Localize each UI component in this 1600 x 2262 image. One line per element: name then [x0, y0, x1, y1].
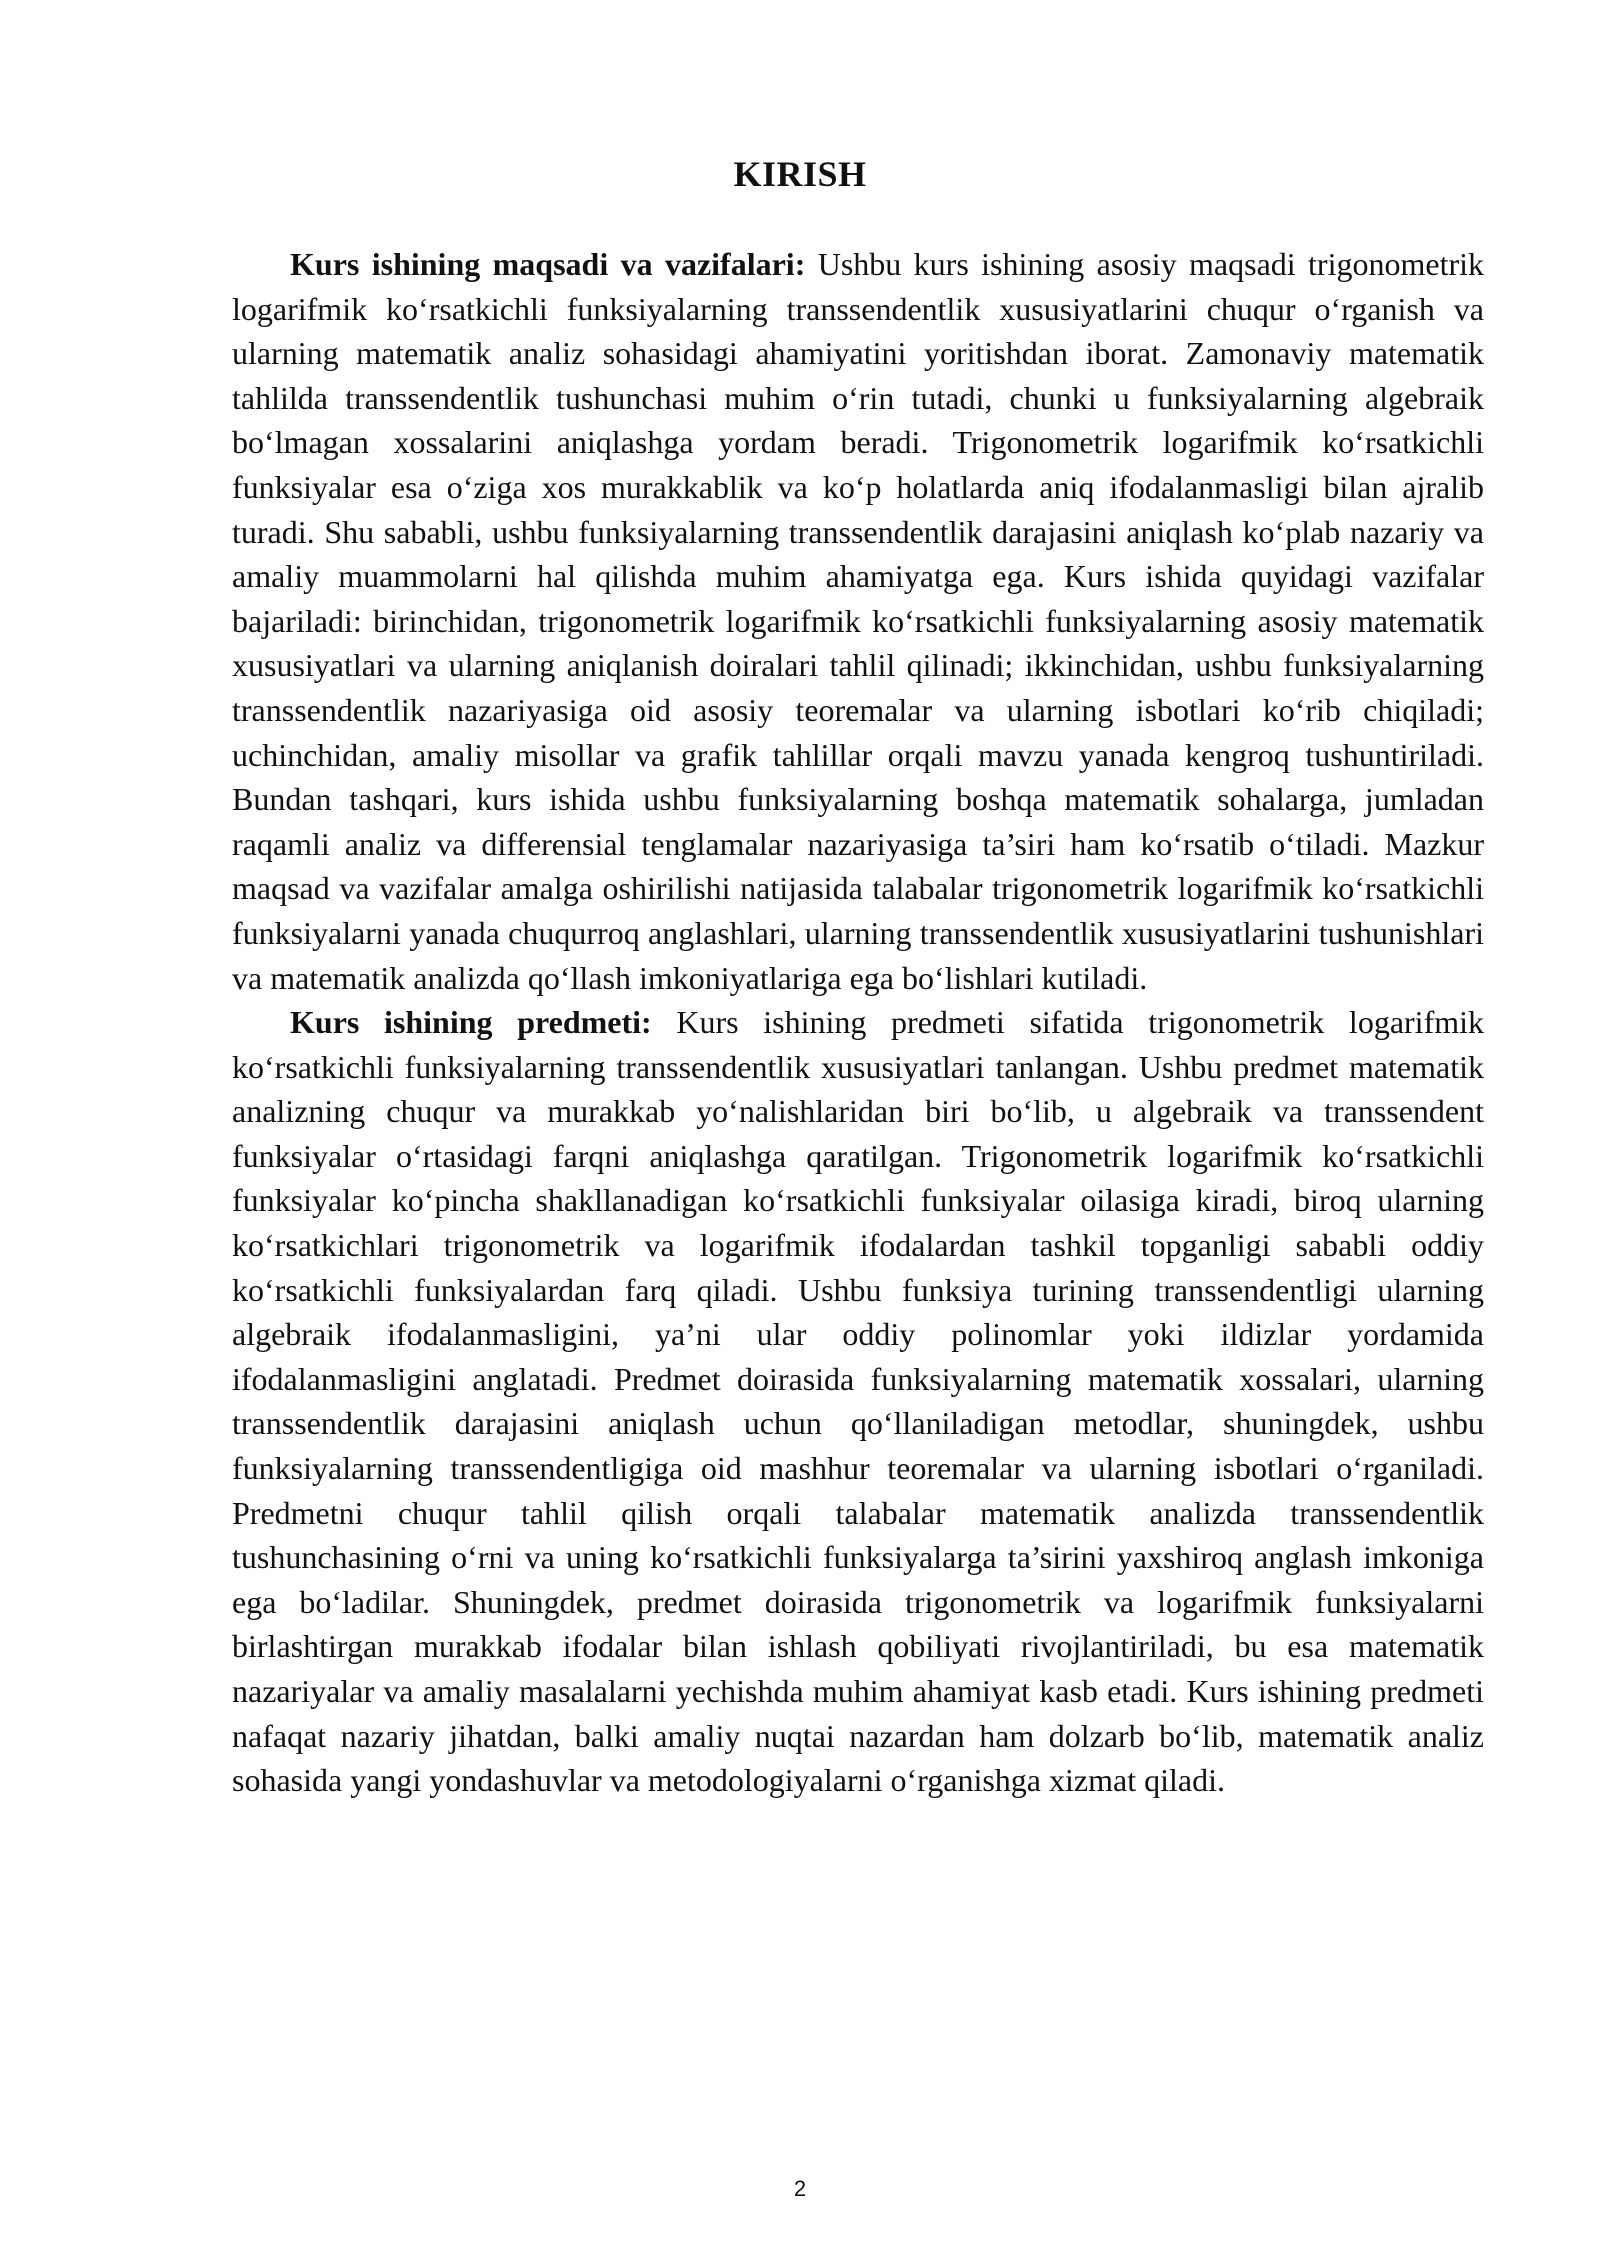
page-number: 2 — [793, 2176, 807, 2201]
body-text — [232, 242, 1484, 1803]
paragraph-lead: Kurs ishining maqsadi va vazifalari: — [290, 246, 806, 282]
page-title: KIRISH — [733, 154, 867, 194]
paragraph-goals — [232, 242, 1484, 1000]
paragraph-text: Ushbu kurs ishining asosiy maqsadi trigonometrik logarifmik ko‘rsatkichli funksiyalarning transsendentlik xususiyatlarini chuqur o‘rganish va ularning matematik analiz sohasidagi ahamiyatini yoritishdan iborat. Zamonaviy matematik tahlilda transsendentlik tushunchasi muhim o‘rin tutadi, chunki u funksiyalarning algebraik bo‘lmagan xossalarini aniqlashga yordam beradi. Trigonometrik logarifmik ko‘rsatkichli funksiyalar esa o‘ziga xos murakkablik va ko‘p holatlarda aniq ifodalanmasligi bilan ajralib turadi. Shu sababli, ushbu funksiyalarning transsendentlik darajasini aniqlash ko‘plab nazariy va amaliy muammolarni hal qilishda muhim ahamiyatga ega. Kurs ishida quyidagi vazifalar bajariladi: birinchidan, trigonometrik logarifmik ko‘rsatkichli funksiyalarning asosiy matematik xususiyatlari va ularning aniqlanish doiralari tahlil qilinadi; ikkinchidan, ushbu funksiyalarning transsendentlik nazariyasiga oid asosiy teoremalar va ularning isbotlari ko‘rib chiqiladi; uchinchidan, amaliy misollar va grafik tahlillar orqali mavzu yanada kengroq tushuntiriladi. Bundan tashqari, kurs ishida ushbu funksiyalarning boshqa matematik sohalarga, jumladan raqamli analiz va differensial tenglamalar nazariyasiga ta’siri ham ko‘rsatib o‘tiladi. Mazkur maqsad va vazifalar amalga oshirilishi natijasida talabalar trigonometrik logarifmik ko‘rsatkichli funksiyalarni yanada chuqurroq anglashlari, ularning transsendentlik xususiyatlarini tushunishlari va matematik analizda qo‘llash imkoniyatlariga ega bo‘lishlari kutiladi. — [232, 246, 1484, 996]
paragraph-subject — [232, 1000, 1484, 1803]
paragraph-text: Kurs ishining predmeti sifatida trigonometrik logarifmik ko‘rsatkichli funksiyalarning transsendentlik xususiyatlari tanlangan. Ushbu predmet matematik analizning chuqur va murakkab yo‘nalishlaridan biri bo‘lib, u algebraik va transsendent funksiyalar o‘rtasidagi farqni aniqlashga qaratilgan. Trigonometrik logarifmik ko‘rsatkichli funksiyalar ko‘pincha shakllanadigan ko‘rsatkichli funksiyalar oilasiga kiradi, biroq ularning ko‘rsatkichlari trigonometrik va logarifmik ifodalardan tashkil topganligi sababli oddiy ko‘rsatkichli funksiyalardan farq qiladi. Ushbu funksiya turining transsendentligi ularning algebraik ifodalanmasligini, ya’ni ular oddiy polinomlar yoki ildizlar yordamida ifodalanmasligini anglatadi. Predmet doirasida funksiyalarning matematik xossalari, ularning transsendentlik darajasini aniqlash uchun qo‘llaniladigan metodlar, shuningdek, ushbu funksiyalarning transsendentligiga oid mashhur teoremalar va ularning isbotlari o‘rganiladi. Predmetni chuqur tahlil qilish orqali talabalar matematik analizda transsendentlik tushunchasining o‘rni va uning ko‘rsatkichli funksiyalarga ta’sirini yaxshiroq anglash imkoniga ega bo‘ladilar. Shuningdek, predmet doirasida trigonometrik va logarifmik funksiyalarni birlashtirgan murakkab ifodalar bilan ishlash qobiliyati rivojlantiriladi, bu esa matematik nazariyalar va amaliy masalalarni yechishda muhim ahamiyat kasb etadi. Kurs ishining predmeti nafaqat nazariy jihatdan, balki amaliy nuqtai nazardan ham dolzarb bo‘lib, matematik analiz sohasida yangi yondashuvlar va metodologiyalarni o‘rganishga xizmat qiladi. — [232, 1004, 1485, 1799]
paragraph-lead: Kurs ishining predmeti: — [290, 1004, 652, 1041]
